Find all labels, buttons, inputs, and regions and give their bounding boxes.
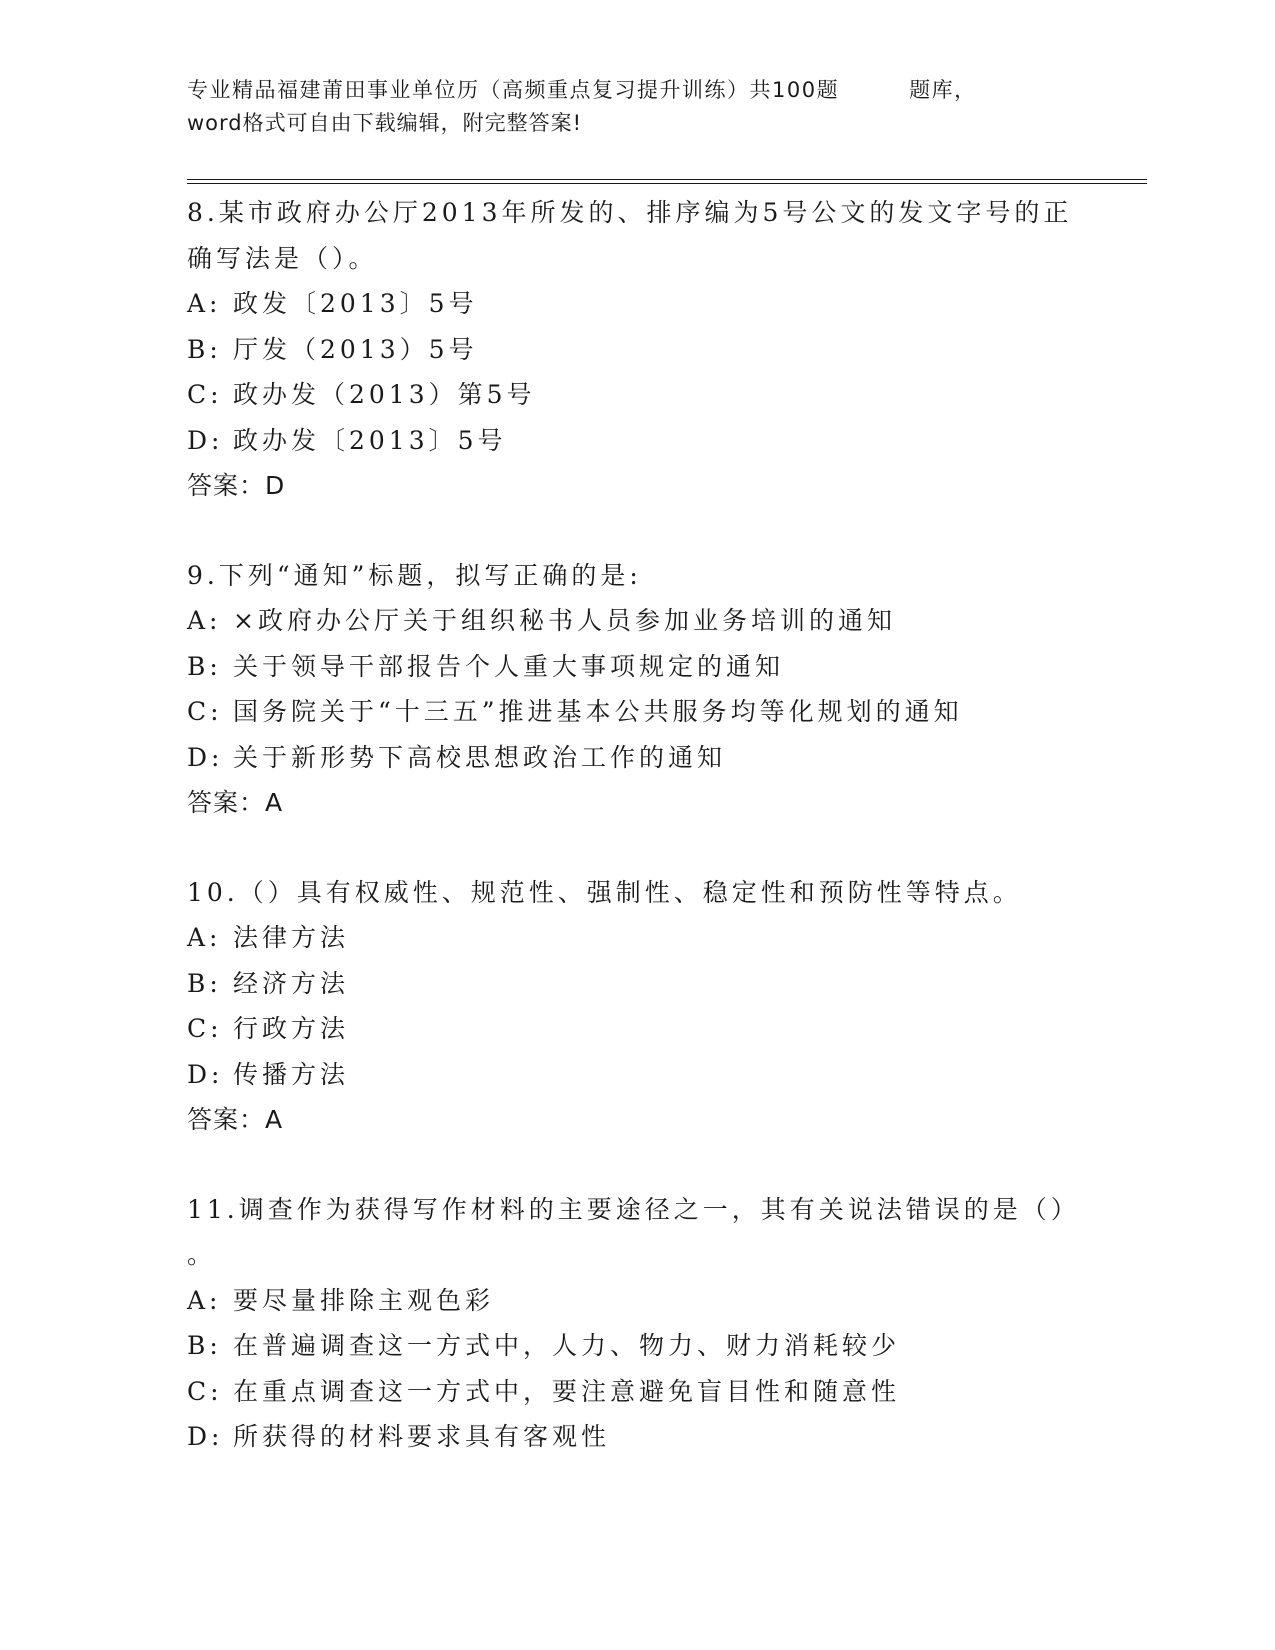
option-label: A: [187, 606, 222, 635]
question-list [187, 190, 1087, 1460]
question-stem-line: 确写法是（）。 [187, 243, 378, 273]
option-label: A: [187, 1285, 222, 1315]
question-11 [187, 1187, 1087, 1460]
option-a [187, 1278, 1087, 1324]
header-title-text: 专业精品福建莆田事业单位历（高频重点复习提升训练）共100题 [187, 78, 840, 102]
option-label: D: [187, 425, 224, 455]
header-line-1 [187, 74, 1047, 107]
option-c [187, 689, 1087, 735]
option-label: B: [187, 334, 222, 364]
option-label: D: [187, 742, 224, 772]
header-divider-thin [187, 183, 1147, 184]
option-c [187, 372, 1087, 418]
option-text: 在重点调查这一方式中，要注意避免盲目性和随意性 [233, 1376, 901, 1406]
option-d [187, 735, 1087, 781]
answer-value: A [265, 1105, 283, 1134]
option-text: ×政府办公厅关于组织秘书人员参加业务培训的通知 [233, 606, 896, 635]
document-header [187, 74, 1047, 140]
answer-value: A [265, 788, 283, 817]
question-stem-line: 。 [187, 1240, 217, 1269]
question-stem-line: 10.（）具有权威性、规范性、强制性、稳定性和预防性等特点。 [187, 877, 1022, 907]
option-label: D: [187, 1422, 224, 1451]
option-label: C: [187, 380, 223, 409]
option-b [187, 644, 1087, 690]
question-9 [187, 553, 1087, 826]
answer-line [187, 463, 1087, 509]
option-label: B: [187, 968, 222, 998]
option-a [187, 598, 1087, 644]
option-text: 政办发〔2013〕5号 [233, 425, 507, 455]
answer-label: 答案： [187, 788, 266, 817]
option-c [187, 1006, 1087, 1052]
option-text: 法律方法 [233, 923, 350, 952]
option-b [187, 327, 1087, 373]
option-label: B: [187, 651, 222, 681]
question-10 [187, 870, 1087, 1143]
answer-label: 答案： [187, 1105, 266, 1134]
header-title-suffix: 题库， [909, 78, 977, 102]
option-d [187, 1052, 1087, 1098]
option-label: B: [187, 1331, 222, 1360]
option-text: 传播方法 [233, 1059, 350, 1089]
option-text: 厅发（2013）5号 [233, 334, 478, 364]
option-label: A: [187, 289, 222, 318]
header-line-2: word格式可自由下载编辑，附完整答案! [187, 111, 583, 135]
option-a [187, 915, 1087, 961]
option-label: C: [187, 1014, 223, 1043]
option-text: 政发〔2013〕5号 [233, 289, 478, 318]
option-text: 要尽量排除主观色彩 [233, 1285, 495, 1315]
option-b [187, 1323, 1087, 1369]
option-label: D: [187, 1059, 224, 1089]
option-text: 关于新形势下高校思想政治工作的通知 [233, 742, 727, 772]
question-stem-line: 8.某市政府办公厅2013年所发的、排序编为5号公文的发文字号的正 [187, 198, 1073, 227]
answer-line [187, 1097, 1087, 1143]
option-text: 所获得的材料要求具有客观性 [233, 1422, 611, 1451]
question-8 [187, 190, 1087, 509]
question-stem-line: 11.调查作为获得写作材料的主要途径之一，其有关说法错误的是（） [187, 1194, 1080, 1224]
answer-label: 答案： [187, 471, 266, 500]
option-d [187, 1414, 1087, 1460]
option-text: 国务院关于“十三五”推进基本公共服务均等化规划的通知 [233, 697, 963, 726]
answer-value: D [265, 471, 285, 500]
option-text: 政办发（2013）第5号 [233, 380, 536, 409]
option-a [187, 281, 1087, 327]
option-label: C: [187, 697, 223, 726]
option-b [187, 961, 1087, 1007]
option-text: 在普遍调查这一方式中，人力、物力、财力消耗较少 [233, 1331, 901, 1360]
option-text: 行政方法 [233, 1014, 350, 1043]
option-label: A: [187, 923, 222, 952]
option-d [187, 418, 1087, 464]
option-text: 经济方法 [233, 968, 350, 998]
option-label: C: [187, 1376, 223, 1406]
option-text: 关于领导干部报告个人重大事项规定的通知 [233, 651, 785, 681]
question-stem-line: 9.下列“通知”标题，拟写正确的是: [187, 560, 642, 590]
option-c [187, 1369, 1087, 1415]
answer-line [187, 780, 1087, 826]
header-divider-thick [187, 179, 1147, 180]
